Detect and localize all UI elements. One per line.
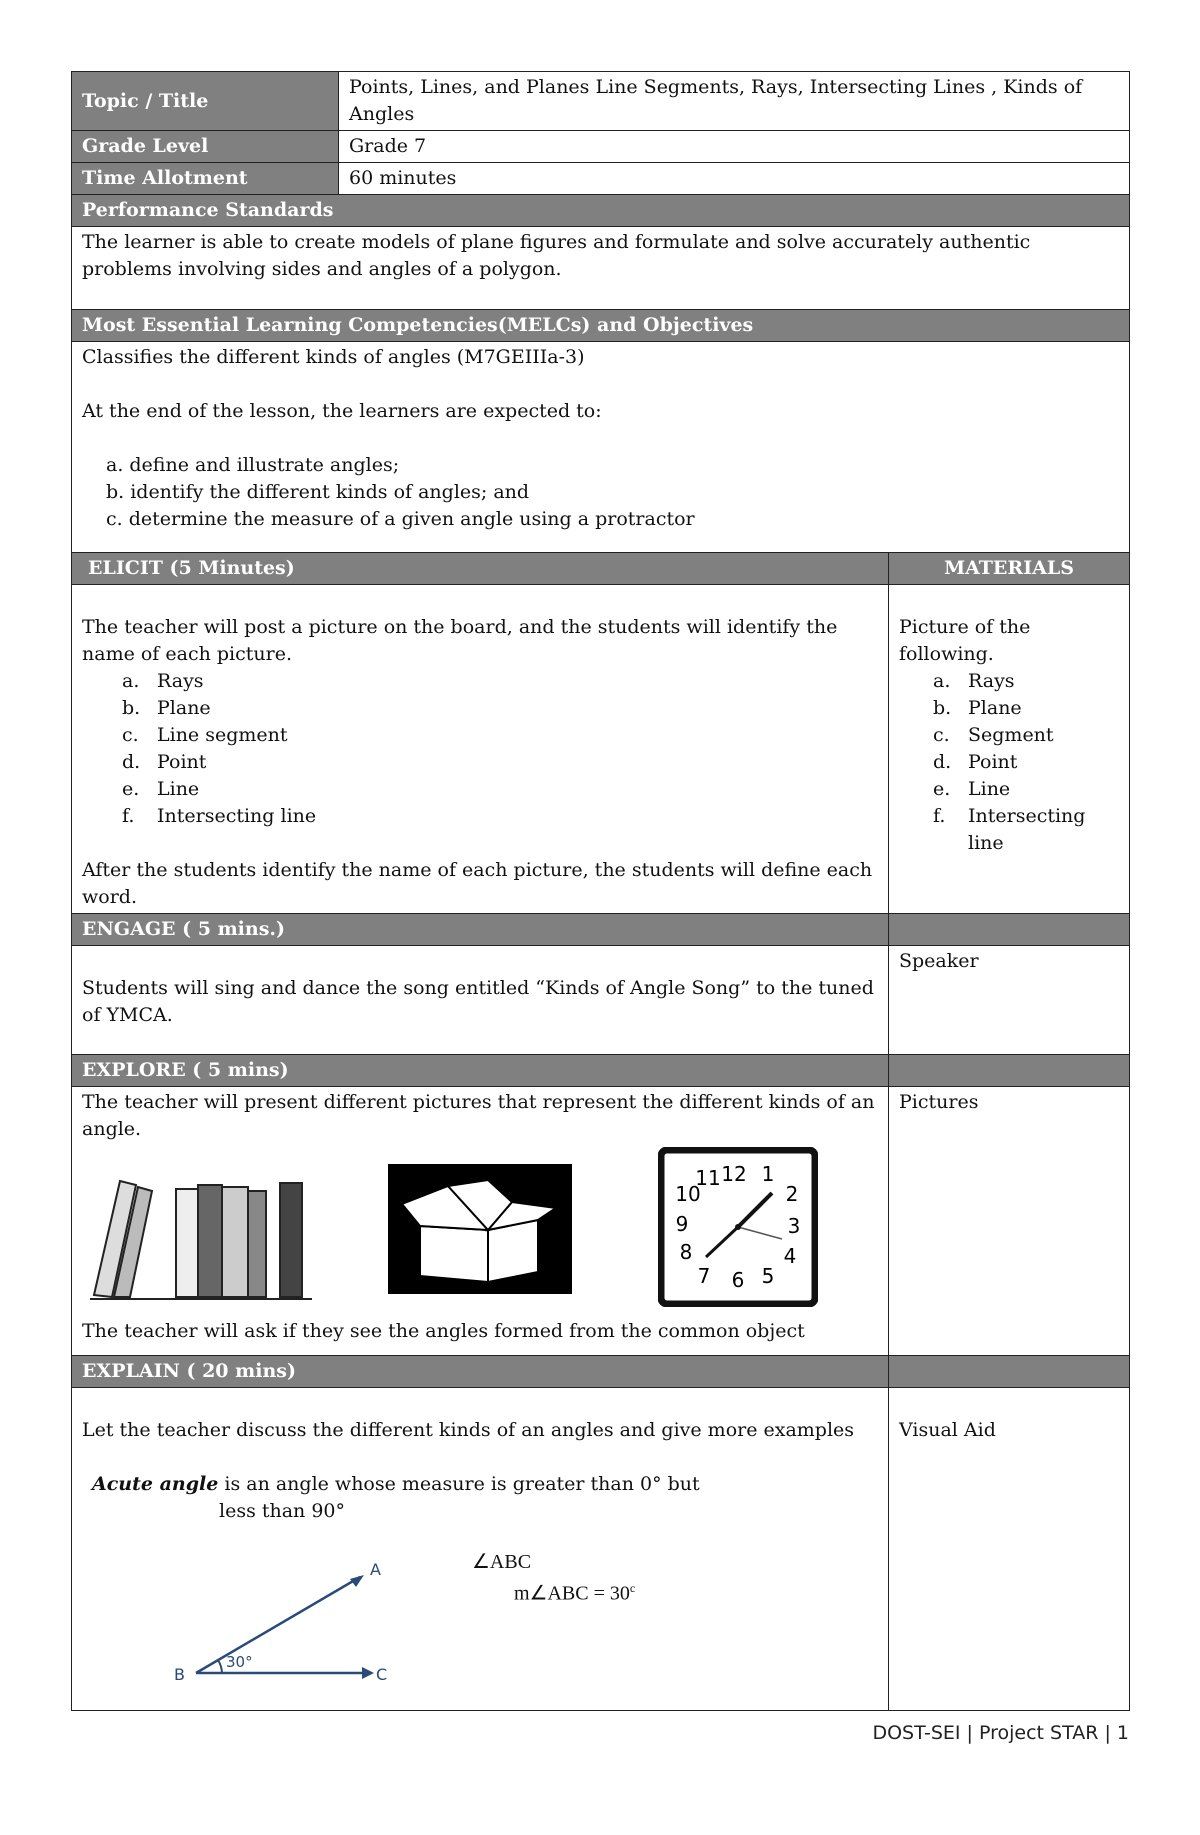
list-item: f. Intersecting line	[933, 805, 1086, 854]
list-item: a. define and illustrate angles;	[106, 454, 400, 476]
list-item: f. Intersecting line	[122, 805, 317, 827]
explain-materials-header	[889, 1356, 1130, 1388]
list-item: c. Line segment	[122, 724, 288, 746]
clock-image	[658, 1147, 818, 1307]
explain-materials-cell	[889, 1388, 1130, 1711]
list-item: d. Point	[122, 751, 207, 773]
clock-4: 4	[783, 1244, 797, 1268]
clock-12: 12	[721, 1162, 747, 1186]
melc-header: Most Essential Learning Competencies(MELCs) and Objectives	[72, 310, 1130, 342]
explore-cell	[72, 1087, 889, 1356]
list-item: a. Rays	[933, 670, 1015, 692]
explore-material: Pictures	[899, 1091, 979, 1113]
elicit-header: ELICIT (5 Minutes)	[72, 553, 889, 585]
label-b: B	[174, 1665, 185, 1684]
topic-label: Topic / Title	[72, 72, 339, 131]
melc-cell	[72, 342, 1130, 553]
engage-materials-header	[889, 914, 1130, 946]
melc-competency: Classifies the different kinds of angles (M7GEIIIa-3)	[82, 346, 585, 368]
engage-material: Speaker	[899, 950, 979, 972]
performance-standards-cell	[72, 227, 1130, 310]
angle-measure: m∠ABC = 30	[514, 1582, 630, 1605]
acute-term: Acute angle	[92, 1473, 219, 1495]
explain-cell	[72, 1388, 889, 1711]
list-item: e. Line	[122, 778, 200, 800]
clock-1: 1	[761, 1162, 775, 1186]
materials-list	[899, 668, 1119, 857]
explore-text: The teacher will present different pictures that represent the different kinds of an angle.	[82, 1091, 875, 1140]
elicit-cell	[72, 585, 889, 914]
performance-standards-header: Performance Standards	[72, 195, 1130, 227]
explore-pictures	[82, 1147, 878, 1312]
explore-materials-cell	[889, 1087, 1130, 1356]
performance-standards-text: The learner is able to create models of plane figures and formulate and solve accurately authentic problems involving sides and angles of a polygon.	[82, 231, 1031, 280]
list-item: c. Segment	[933, 724, 1054, 746]
list-item: b. Plane	[122, 697, 211, 719]
page-footer: DOST-SEI | Project STAR | 1	[872, 1722, 1129, 1744]
angle-measure-line	[514, 1575, 635, 1608]
materials-header: MATERIALS	[889, 553, 1130, 585]
grade-label: Grade Level	[72, 131, 339, 163]
engage-cell	[72, 946, 889, 1055]
explain-intro: Let the teacher discuss the different kinds of an angles and give more examples	[82, 1419, 855, 1441]
explain-header: EXPLAIN ( 20 mins)	[72, 1356, 889, 1388]
explain-material: Visual Aid	[899, 1419, 996, 1441]
label-angle: 30°	[226, 1653, 253, 1671]
lesson-plan-table	[71, 71, 1130, 1711]
list-item: e. Line	[933, 778, 1011, 800]
angle-name: ∠ABC	[472, 1551, 532, 1573]
acute-angle-diagram	[170, 1555, 410, 1695]
clock-11: 11	[695, 1166, 721, 1190]
label-c: C	[376, 1665, 388, 1684]
clock-5: 5	[761, 1264, 775, 1288]
elicit-outro: After the students identify the name of each picture, the students will define each word.	[82, 859, 873, 908]
list-item: c. determine the measure of a given angle using a protractor	[106, 508, 695, 530]
clock-9: 9	[675, 1212, 689, 1236]
clock-8: 8	[679, 1240, 693, 1264]
explore-question: The teacher will ask if they see the angles formed from the common object	[82, 1320, 805, 1342]
explore-header: EXPLORE ( 5 mins)	[72, 1055, 889, 1087]
topic-value: Points, Lines, and Planes Line Segments, Rays, Intersecting Lines , Kinds of Angles	[339, 72, 1130, 131]
elicit-materials-cell	[889, 585, 1130, 914]
clock-2: 2	[785, 1182, 799, 1206]
elicit-list	[82, 668, 878, 830]
list-item: b. Plane	[933, 697, 1022, 719]
elicit-intro: The teacher will post a picture on the board, and the students will identify the name of each picture.	[82, 616, 838, 665]
explore-materials-header	[889, 1055, 1130, 1087]
acute-definition-2: less than 90°	[219, 1500, 346, 1522]
objectives-list	[106, 452, 1119, 533]
time-label: Time Allotment	[72, 163, 339, 195]
list-item: b. identify the different kinds of angles; and	[106, 481, 530, 503]
melc-intro: At the end of the lesson, the learners are expected to:	[82, 400, 602, 422]
engage-materials-cell	[889, 946, 1130, 1055]
degree-mark: c	[629, 1581, 636, 1595]
acute-definition-1: is an angle whose measure is greater than 0° but	[224, 1473, 700, 1495]
clock-10: 10	[675, 1182, 701, 1206]
acute-definition	[82, 1471, 878, 1498]
list-item: d. Point	[933, 751, 1018, 773]
clock-7: 7	[697, 1264, 711, 1288]
box-image	[388, 1164, 572, 1294]
acute-angle-figure	[82, 1525, 878, 1705]
materials-intro: Picture of the following.	[899, 616, 1031, 665]
time-value: 60 minutes	[339, 163, 1130, 195]
clock-3: 3	[787, 1214, 801, 1238]
list-item: a. Rays	[122, 670, 204, 692]
label-a: A	[370, 1560, 381, 1579]
books-image	[90, 1177, 312, 1304]
grade-value: Grade 7	[339, 131, 1130, 163]
engage-text: Students will sing and dance the song entitled “Kinds of Angle Song” to the tuned of YMCA.	[82, 977, 874, 1026]
engage-header: ENGAGE ( 5 mins.)	[72, 914, 889, 946]
clock-6: 6	[731, 1268, 745, 1292]
